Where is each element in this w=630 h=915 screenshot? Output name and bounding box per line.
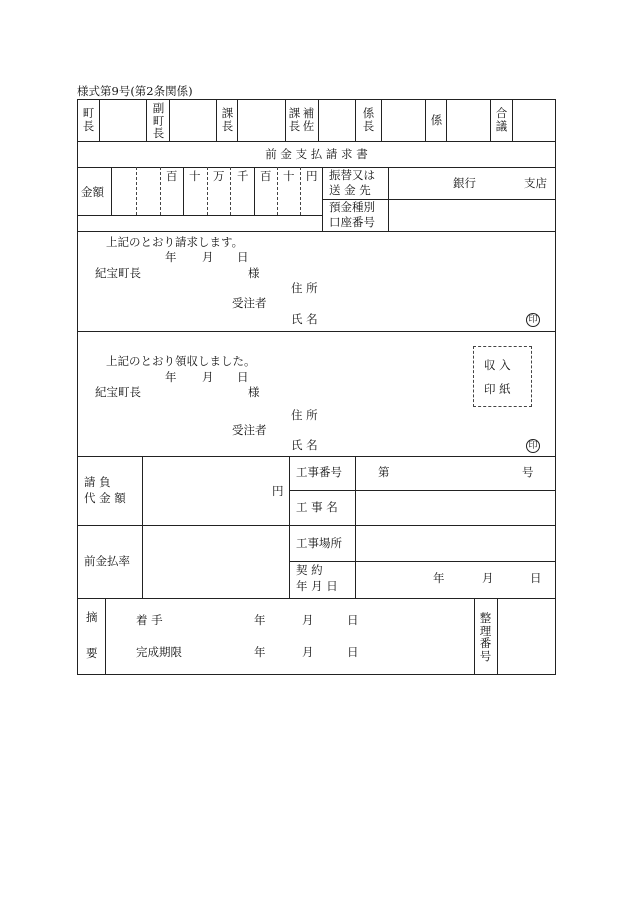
work-number-label: 工事番号 (296, 465, 342, 479)
contract-amount-label: 代 金 額 (84, 491, 126, 505)
completion-day: 日 (347, 645, 359, 659)
completion-label: 完成期限 (136, 645, 182, 659)
request-day: 日 (237, 250, 249, 264)
digit-unit: 円 (306, 169, 318, 183)
contract-date-label: 年 月 日 (296, 579, 338, 593)
receipt-day: 日 (237, 370, 249, 384)
receipt-month: 月 (202, 370, 214, 384)
digit-unit: 万 (213, 169, 225, 183)
account-number-label: 口座番号 (329, 215, 375, 229)
receipt-name-label: 氏 名 (291, 438, 318, 452)
work-place-label: 工事場所 (296, 536, 342, 550)
bank-label: 銀行 (453, 176, 476, 190)
request-honorific: 様 (248, 266, 260, 280)
receipt-honorific: 様 (248, 385, 260, 399)
digit-unit: 百 (260, 169, 272, 183)
work-name-label: 工 事 名 (296, 500, 338, 514)
prepay-rate-label: 前金払率 (84, 554, 130, 568)
request-address-label: 住 所 (291, 281, 318, 295)
approval-label-mayor: 町 長 (82, 106, 95, 133)
approval-label-staff: 係 (430, 113, 443, 127)
transfer-label: 振替又は (329, 168, 375, 182)
receipt-year: 年 (165, 370, 177, 384)
form-title: 前 金 支 払 請 求 書 (265, 147, 368, 161)
yen-unit: 円 (272, 484, 284, 498)
start-year: 年 (254, 613, 266, 627)
request-month: 月 (202, 250, 214, 264)
work-number-suffix: 号 (522, 465, 534, 479)
contract-day: 日 (530, 571, 542, 585)
digit-unit: 十 (283, 169, 295, 183)
start-day: 日 (347, 613, 359, 627)
completion-month: 月 (302, 645, 314, 659)
receipt-statement: 上記のとおり領収しました。 (106, 354, 256, 368)
revenue-stamp-label: 印 紙 (484, 382, 511, 396)
contract-date-label: 契 約 (296, 563, 323, 577)
approval-label-chief-b: 補 佐 (302, 106, 315, 133)
request-contractor-label: 受注者 (232, 296, 267, 310)
approval-label-chief-a: 課 長 (288, 106, 301, 133)
digit-unit: 千 (237, 169, 249, 183)
receipt-contractor-label: 受注者 (232, 423, 267, 437)
request-name-label: 氏 名 (291, 312, 318, 326)
request-addressee: 紀宝町長 (95, 266, 141, 280)
approval-label-consultation: 合 議 (495, 106, 508, 133)
work-number-prefix: 第 (378, 465, 390, 479)
row-divider (77, 141, 556, 142)
form-number-label: 様式第9号(第2条関係) (77, 84, 193, 98)
summary-label: 要 (86, 646, 98, 660)
account-type-label: 預金種別 (329, 200, 375, 214)
request-statement: 上記のとおり請求します。 (106, 235, 244, 249)
digit-unit: 十 (189, 169, 201, 183)
transfer-label: 送 金 先 (329, 183, 371, 197)
completion-year: 年 (254, 645, 266, 659)
contract-amount-label: 請 負 (84, 475, 111, 489)
reference-number-label: 整 理 番 号 (479, 611, 492, 663)
approval-label-deputy-mayor: 副 町 長 (152, 101, 165, 141)
contract-year: 年 (433, 571, 445, 585)
approval-label-unit-chief: 係 長 (362, 106, 375, 133)
approval-label-section-chief: 課 長 (221, 106, 234, 133)
revenue-stamp-label: 収 入 (484, 358, 511, 372)
receipt-addressee: 紀宝町長 (95, 385, 141, 399)
amount-label: 金額 (81, 185, 104, 199)
receipt-address-label: 住 所 (291, 408, 318, 422)
contract-month: 月 (482, 571, 494, 585)
seal-mark-icon: 印 (526, 439, 540, 453)
branch-label: 支店 (524, 176, 547, 190)
summary-label: 摘 (86, 610, 98, 624)
start-label: 着 手 (136, 613, 163, 627)
revenue-stamp-box (473, 346, 532, 407)
request-year: 年 (165, 250, 177, 264)
digit-unit: 百 (166, 169, 178, 183)
start-month: 月 (302, 613, 314, 627)
seal-mark-icon: 印 (526, 313, 540, 327)
